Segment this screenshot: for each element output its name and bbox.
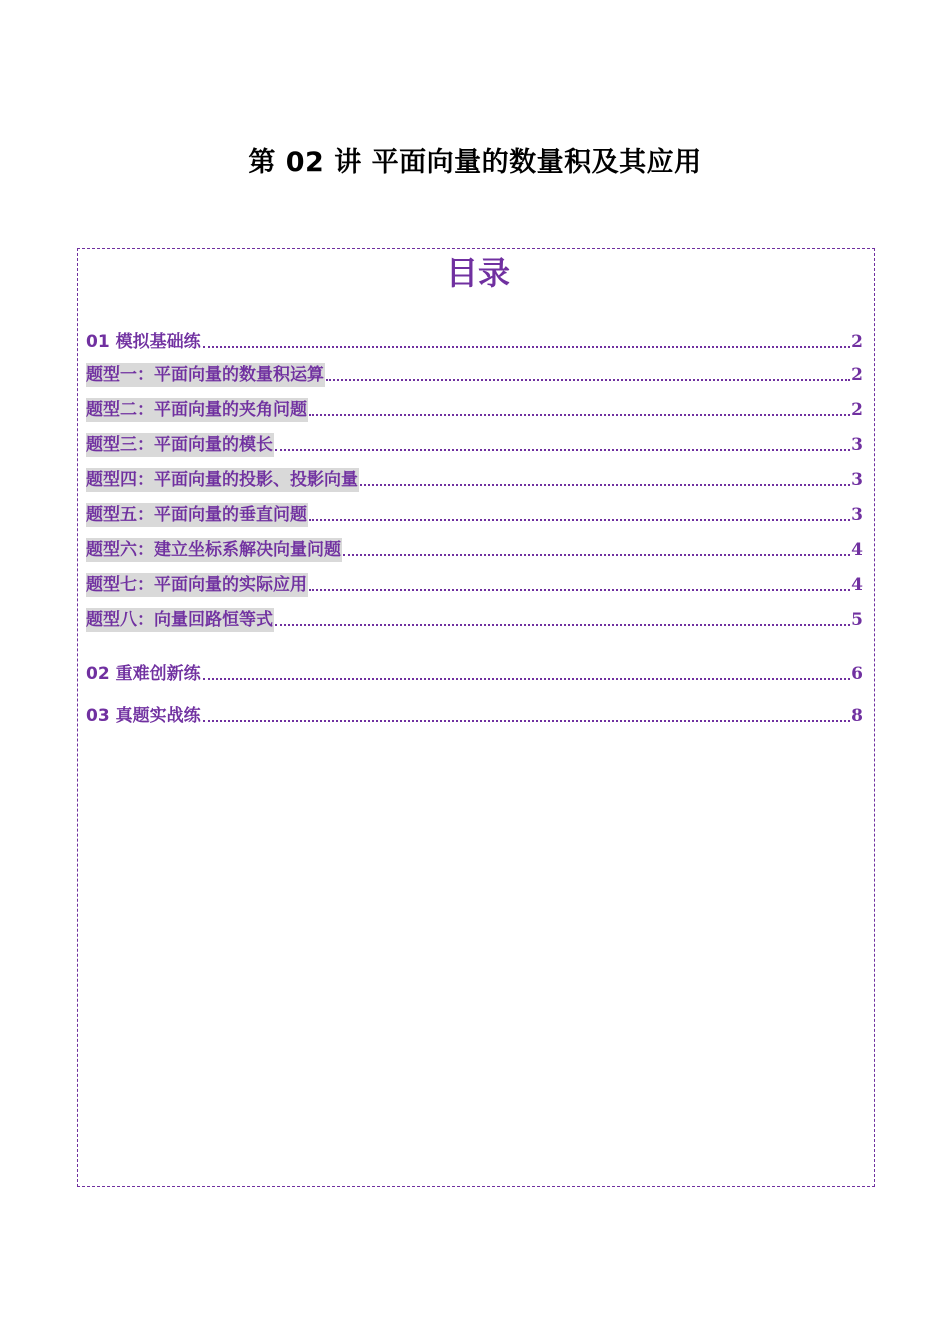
toc-dot-leader bbox=[203, 678, 851, 680]
toc-entry-simulation-basics[interactable] bbox=[86, 330, 863, 354]
toc-entry-difficult-innovation[interactable] bbox=[86, 662, 863, 686]
toc-page-number: 6 bbox=[851, 664, 863, 684]
toc-entry-label: 题型八：向量回路恒等式 bbox=[86, 610, 273, 630]
toc-entry-label: 题型六：建立坐标系解决向量问题 bbox=[86, 540, 341, 560]
toc-entry-type-6[interactable] bbox=[86, 538, 863, 562]
toc-entry-label: 题型四：平面向量的投影、投影向量 bbox=[86, 470, 358, 490]
toc-page-number: 5 bbox=[851, 610, 863, 630]
toc-entry-type-5[interactable] bbox=[86, 503, 863, 527]
toc-dot-leader bbox=[275, 449, 850, 451]
toc-entry-label: 题型一：平面向量的数量积运算 bbox=[86, 365, 324, 385]
toc-entry-type-8[interactable] bbox=[86, 608, 863, 632]
toc-page-number: 2 bbox=[851, 365, 863, 385]
toc-entry-real-exam-practice[interactable] bbox=[86, 704, 863, 728]
toc-dot-leader bbox=[343, 554, 850, 556]
toc-page-number: 4 bbox=[851, 575, 863, 595]
toc-page-number: 4 bbox=[851, 540, 863, 560]
toc-entry-label: 题型三：平面向量的模长 bbox=[86, 435, 273, 455]
toc-dot-leader bbox=[275, 624, 850, 626]
toc-heading: 目录 bbox=[445, 254, 510, 292]
toc-entry-type-7[interactable] bbox=[86, 573, 863, 597]
toc-page-number: 3 bbox=[851, 505, 863, 525]
toc-dot-leader bbox=[309, 589, 850, 591]
toc-page-number: 3 bbox=[851, 470, 863, 490]
toc-page-number: 2 bbox=[851, 332, 863, 352]
toc-entry-label: 03 真题实战练 bbox=[86, 706, 201, 726]
toc-entry-type-1[interactable] bbox=[86, 363, 863, 387]
toc-dot-leader bbox=[360, 484, 850, 486]
toc-dot-leader bbox=[309, 414, 850, 416]
toc-entry-label: 02 重难创新练 bbox=[86, 664, 201, 684]
toc-page-number: 2 bbox=[851, 400, 863, 420]
toc-dot-leader bbox=[203, 346, 851, 348]
toc-entry-label: 题型七：平面向量的实际应用 bbox=[86, 575, 307, 595]
toc-entry-label: 01 模拟基础练 bbox=[86, 332, 201, 352]
toc-page-number: 8 bbox=[851, 706, 863, 726]
toc-dot-leader bbox=[326, 379, 850, 381]
toc-dot-leader bbox=[309, 519, 850, 521]
toc-dot-leader bbox=[203, 720, 851, 722]
toc-entry-type-2[interactable] bbox=[86, 398, 863, 422]
document-title: 第 02 讲 平面向量的数量积及其应用 bbox=[248, 147, 702, 178]
toc-entry-type-4[interactable] bbox=[86, 468, 863, 492]
toc-entry-label: 题型二：平面向量的夹角问题 bbox=[86, 400, 307, 420]
toc-page-number: 3 bbox=[851, 435, 863, 455]
toc-entry-label: 题型五：平面向量的垂直问题 bbox=[86, 505, 307, 525]
toc-entry-type-3[interactable] bbox=[86, 433, 863, 457]
